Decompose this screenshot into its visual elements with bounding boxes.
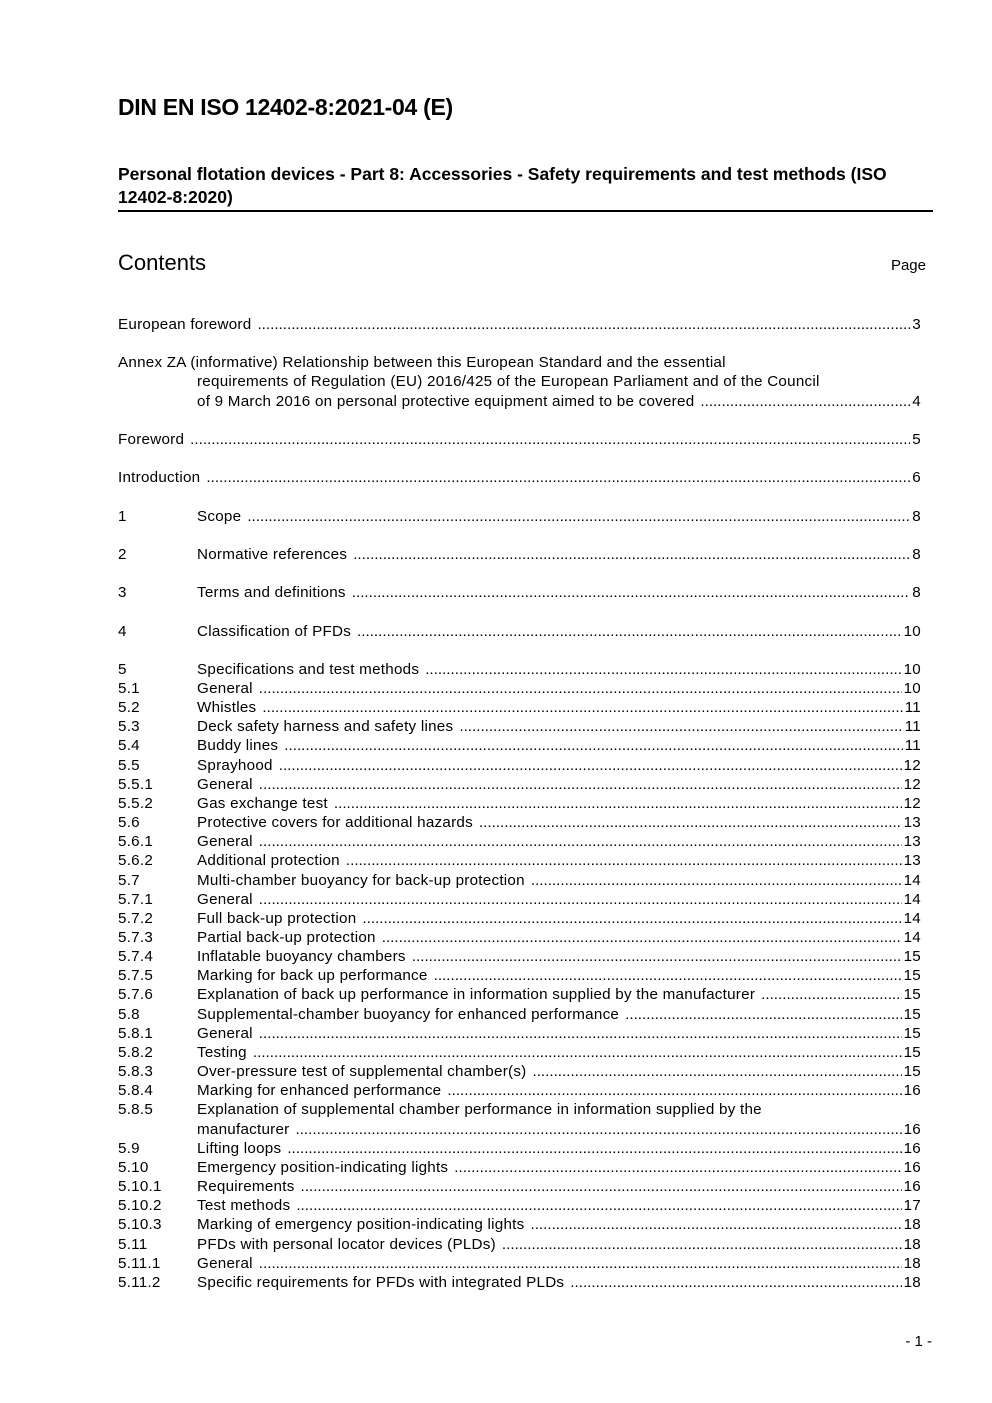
toc-entry-page: 13	[903, 814, 921, 832]
dot-leader	[761, 985, 901, 1004]
toc-entry[interactable]	[118, 430, 921, 449]
dot-leader	[296, 1196, 901, 1215]
dot-leader	[257, 315, 910, 334]
toc-entry-page: 16	[903, 1120, 921, 1138]
toc-entry-title: General	[197, 890, 253, 908]
contents-heading: Contents	[118, 250, 207, 275]
toc-entry[interactable]	[118, 545, 921, 564]
toc-entry-number: 5.2	[118, 699, 140, 717]
toc-line	[118, 794, 921, 813]
toc-entry-number: 5.3	[118, 718, 140, 736]
toc-entry-title: General	[197, 1024, 253, 1042]
toc-entry-title: Testing	[197, 1043, 247, 1061]
toc-entry[interactable]	[118, 1273, 921, 1292]
toc-entry[interactable]	[118, 660, 921, 679]
dot-leader	[625, 1005, 901, 1024]
toc-line	[118, 717, 921, 736]
toc-entry-title: PFDs with personal locator devices (PLDs)	[197, 1235, 496, 1253]
toc-line	[118, 1120, 921, 1139]
toc-spacer	[118, 487, 921, 506]
toc-entry-number: 5.7.4	[118, 948, 154, 966]
dot-leader	[459, 717, 902, 736]
toc-entry-title: European foreword	[118, 316, 252, 333]
toc-line	[118, 1100, 921, 1119]
toc-entry[interactable]	[118, 622, 921, 641]
toc-entry[interactable]	[118, 1081, 921, 1100]
toc-entry-title: Additional protection	[197, 852, 340, 870]
toc-entry[interactable]	[118, 698, 921, 717]
toc-line	[118, 1196, 921, 1215]
dot-leader	[425, 660, 901, 679]
toc-entry-title: Partial back-up protection	[197, 929, 376, 946]
toc-entry-page: 15	[903, 1063, 921, 1081]
dot-leader	[382, 928, 902, 947]
toc-entry-page: 15	[903, 986, 921, 1004]
dot-leader	[357, 622, 902, 641]
toc-entry-title: Lifting loops	[197, 1139, 282, 1157]
toc-entry-page: 18	[903, 1273, 921, 1291]
toc-entry-number: 5.10.2	[118, 1197, 162, 1215]
toc-entry-title: General	[197, 833, 253, 851]
toc-entry-title: General	[197, 775, 253, 793]
toc-entry-number: 5.7.3	[118, 929, 154, 946]
toc-entry-page: 16	[903, 1139, 921, 1157]
toc-entry[interactable]	[118, 871, 921, 890]
toc-entry-number: 5.6	[118, 814, 140, 832]
toc-line	[118, 1024, 921, 1043]
toc-spacer	[118, 602, 921, 621]
toc-line	[118, 1235, 921, 1254]
toc-entry-number: 2	[118, 545, 127, 563]
toc-entry-title: Marking for back up performance	[197, 967, 428, 985]
toc-entry[interactable]	[118, 1254, 921, 1273]
toc-entry-page: 16	[903, 1158, 921, 1176]
toc-line	[118, 392, 921, 411]
toc-entry-title: of 9 March 2016 on personal protective equipment aimed to be covered	[197, 392, 695, 410]
dot-leader	[479, 813, 902, 832]
toc-entry-page: 15	[903, 1024, 921, 1042]
toc-entry-page: 10	[903, 660, 921, 678]
toc-entry-title: manufacturer	[197, 1120, 290, 1138]
toc-line	[118, 851, 921, 870]
document-title: DIN EN ISO 12402-8:2021-04 (E)	[118, 94, 453, 120]
toc-entry-number: 5.7.5	[118, 967, 154, 985]
dot-leader	[530, 1215, 901, 1234]
toc-line	[118, 909, 921, 928]
toc-entry-title: Test methods	[197, 1197, 291, 1215]
toc-entry[interactable]	[118, 1215, 921, 1234]
toc-entry-number: 5.6.2	[118, 852, 154, 870]
toc-line	[118, 775, 921, 794]
toc-entry-number: 5.8.1	[118, 1024, 154, 1042]
toc-line	[118, 1081, 921, 1100]
toc-entry[interactable]	[118, 756, 921, 775]
toc-entry-number: 5.10.3	[118, 1216, 162, 1234]
toc-entry-page: 8	[912, 545, 921, 563]
toc-entry[interactable]	[118, 985, 921, 1004]
toc-line	[118, 660, 921, 679]
toc-entry-title: Explanation of supplemental chamber performance in information supplied by the	[197, 1101, 762, 1119]
toc-entry-number: 5.9	[118, 1139, 140, 1157]
toc-line	[118, 1043, 921, 1062]
toc-entry[interactable]	[118, 851, 921, 870]
title-rule	[118, 210, 933, 212]
toc-entry-title: Deck safety harness and safety lines	[197, 718, 454, 736]
toc-line	[118, 1005, 921, 1024]
toc-entry[interactable]	[118, 717, 921, 736]
toc-line	[118, 1062, 921, 1081]
toc-entry-title: Full back-up protection	[197, 909, 357, 927]
toc-entry-title: General	[197, 1254, 253, 1272]
toc-entry-title: Requirements	[197, 1178, 295, 1196]
dot-leader	[259, 1254, 902, 1273]
dot-leader	[334, 794, 902, 813]
table-of-contents	[118, 315, 921, 1292]
toc-line	[118, 947, 921, 966]
toc-entry-title: General	[197, 679, 253, 697]
toc-entry-title: Terms and definitions	[197, 584, 346, 602]
toc-entry[interactable]	[118, 813, 921, 832]
toc-spacer	[118, 449, 921, 468]
toc-entry-page: 18	[903, 1254, 921, 1272]
dot-leader	[284, 736, 902, 755]
toc-entry[interactable]	[118, 1196, 921, 1215]
dot-leader	[346, 851, 902, 870]
dot-leader	[253, 1043, 902, 1062]
toc-line	[118, 583, 921, 602]
dot-leader	[532, 1062, 901, 1081]
toc-entry-page: 6	[912, 469, 921, 487]
toc-line	[118, 928, 921, 947]
toc-entry[interactable]	[118, 1235, 921, 1254]
toc-spacer	[118, 526, 921, 545]
toc-entry[interactable]	[118, 583, 921, 602]
toc-entry[interactable]	[118, 1043, 921, 1062]
toc-entry-number: 5.4	[118, 737, 140, 755]
dot-leader	[412, 947, 902, 966]
toc-entry-number: 5.11.2	[118, 1273, 161, 1291]
toc-line	[118, 507, 921, 526]
toc-entry[interactable]	[118, 353, 921, 410]
toc-entry-title: Whistles	[197, 699, 257, 717]
toc-line	[118, 698, 921, 717]
toc-entry-title: Annex ZA (informative) Relationship between this European Standard and the essential	[118, 354, 726, 372]
toc-entry-page: 8	[912, 507, 921, 525]
toc-entry-number: 5.8.2	[118, 1043, 154, 1061]
toc-entry-page: 13	[903, 852, 921, 870]
toc-entry-title: Introduction	[118, 469, 201, 487]
toc-line	[118, 315, 921, 334]
toc-spacer	[118, 334, 921, 353]
toc-entry[interactable]	[118, 736, 921, 755]
toc-entry-title: Specific requirements for PFDs with integrated PLDs	[197, 1273, 565, 1291]
toc-entry-page: 18	[903, 1235, 921, 1253]
toc-entry-page: 11	[904, 718, 921, 736]
dot-leader	[447, 1081, 901, 1100]
toc-entry-number: 5.7.1	[118, 890, 154, 908]
toc-line	[118, 1215, 921, 1234]
toc-line	[118, 1139, 921, 1158]
toc-line	[118, 353, 921, 372]
dot-leader	[259, 890, 902, 909]
toc-entry-title: Explanation of back up performance in information supplied by the manufacturer	[197, 986, 756, 1004]
dot-leader	[247, 507, 910, 526]
toc-entry[interactable]	[118, 794, 921, 813]
toc-entry-number: 5.7.6	[118, 986, 154, 1004]
toc-entry-number: 5.1	[118, 679, 140, 697]
toc-line	[118, 430, 921, 449]
dot-leader	[279, 756, 902, 775]
toc-entry-page: 16	[903, 1082, 921, 1100]
toc-entry-number: 5.8.5	[118, 1101, 154, 1119]
toc-entry[interactable]	[118, 775, 921, 794]
toc-entry-title: Normative references	[197, 545, 348, 563]
toc-entry-page: 16	[903, 1178, 921, 1196]
dot-leader	[259, 1024, 902, 1043]
toc-entry-title: Over-pressure test of supplemental chamber(s)	[197, 1063, 527, 1081]
toc-entry-number: 5.8	[118, 1005, 140, 1023]
dot-leader	[259, 775, 902, 794]
toc-entry[interactable]	[118, 1062, 921, 1081]
toc-entry-page: 15	[903, 967, 921, 985]
toc-line	[118, 1177, 921, 1196]
toc-entry-title: Specifications and test methods	[197, 660, 420, 678]
toc-entry-page: 14	[903, 909, 921, 927]
dot-leader	[259, 679, 902, 698]
toc-entry-page: 3	[912, 316, 921, 333]
toc-line	[118, 813, 921, 832]
dot-leader	[259, 832, 902, 851]
toc-spacer	[118, 641, 921, 660]
dot-leader	[434, 966, 902, 985]
document-subtitle: Personal flotation devices - Part 8: Accessories - Safety requirements and test methods (ISO 12402-8:2020)	[118, 164, 887, 207]
dot-leader	[570, 1273, 901, 1292]
dot-leader	[190, 430, 910, 449]
toc-entry-title: Buddy lines	[197, 737, 279, 755]
toc-entry[interactable]	[118, 315, 921, 334]
toc-entry-number: 5.10	[118, 1158, 149, 1176]
toc-line	[118, 832, 921, 851]
toc-entry[interactable]	[118, 909, 921, 928]
dot-leader	[454, 1158, 901, 1177]
toc-entry-number: 5.5.1	[118, 775, 154, 793]
toc-entry-page: 12	[903, 756, 921, 774]
toc-entry[interactable]	[118, 966, 921, 985]
toc-entry[interactable]	[118, 468, 921, 487]
toc-entry-page: 10	[903, 622, 921, 640]
toc-line	[118, 736, 921, 755]
toc-line	[118, 1158, 921, 1177]
toc-entry-page: 17	[903, 1197, 921, 1215]
toc-entry-number: 5.7	[118, 871, 140, 889]
toc-entry[interactable]	[118, 832, 921, 851]
dot-leader	[502, 1235, 902, 1254]
toc-entry-number: 5.5	[118, 756, 140, 774]
dot-leader	[531, 871, 902, 890]
toc-entry[interactable]	[118, 1139, 921, 1158]
toc-entry-number: 5.11	[118, 1235, 148, 1253]
toc-entry[interactable]	[118, 928, 921, 947]
dot-leader	[262, 698, 902, 717]
toc-line	[118, 468, 921, 487]
toc-line	[118, 966, 921, 985]
toc-entry-page: 15	[903, 948, 921, 966]
toc-entry[interactable]	[118, 947, 921, 966]
dot-leader	[206, 468, 910, 487]
toc-entry-page: 14	[903, 929, 921, 946]
toc-spacer	[118, 411, 921, 430]
dot-leader	[301, 1177, 902, 1196]
toc-entry[interactable]	[118, 890, 921, 909]
toc-line	[118, 1254, 921, 1273]
toc-line	[118, 756, 921, 775]
page-column-heading: Page	[890, 257, 926, 274]
toc-entry[interactable]	[118, 1158, 921, 1177]
toc-entry-number: 4	[118, 622, 127, 640]
page-number: - 1 -	[905, 1333, 932, 1350]
toc-entry-number: 5.6.1	[118, 833, 154, 851]
dot-leader	[362, 909, 901, 928]
toc-entry-number: 5	[118, 660, 127, 678]
toc-spacer	[118, 564, 921, 583]
toc-entry[interactable]	[118, 507, 921, 526]
toc-line	[118, 679, 921, 698]
toc-entry-page: 14	[903, 890, 921, 908]
toc-line	[118, 871, 921, 890]
toc-entry-page: 15	[903, 1005, 921, 1023]
toc-entry-number: 1	[118, 507, 127, 525]
toc-entry-title: requirements of Regulation (EU) 2016/425 of the European Parliament and of the Council	[197, 373, 820, 391]
dot-leader	[352, 583, 911, 602]
toc-entry-page: 10	[903, 679, 921, 697]
toc-entry-title: Scope	[197, 507, 242, 525]
dot-leader	[353, 545, 910, 564]
toc-entry-title: Multi-chamber buoyancy for back-up protection	[197, 871, 525, 889]
toc-entry-title: Foreword	[118, 430, 185, 448]
toc-entry-page: 13	[903, 833, 921, 851]
toc-entry[interactable]	[118, 1100, 921, 1138]
toc-entry-page: 11	[904, 737, 921, 755]
toc-entry[interactable]	[118, 1024, 921, 1043]
toc-entry-title: Sprayhood	[197, 756, 273, 774]
toc-entry-page: 12	[903, 775, 921, 793]
toc-entry-page: 4	[912, 392, 921, 410]
toc-entry-page: 14	[903, 871, 921, 889]
toc-entry-page: 12	[903, 794, 921, 812]
toc-entry[interactable]	[118, 1177, 921, 1196]
toc-entry-title: Inflatable buoyancy chambers	[197, 948, 406, 966]
toc-entry-number: 5.11.1	[118, 1254, 161, 1272]
toc-entry[interactable]	[118, 679, 921, 698]
toc-entry-page: 18	[903, 1216, 921, 1234]
toc-line	[118, 1273, 921, 1292]
toc-entry-title: Marking for enhanced performance	[197, 1082, 442, 1100]
toc-entry-page: 8	[912, 584, 921, 602]
toc-entry-page: 15	[903, 1043, 921, 1061]
toc-entry[interactable]	[118, 1005, 921, 1024]
toc-line	[118, 372, 921, 391]
dot-leader	[295, 1120, 901, 1139]
toc-line	[118, 985, 921, 1004]
toc-entry-number: 5.8.4	[118, 1082, 154, 1100]
toc-entry-title: Marking of emergency position-indicating lights	[197, 1216, 525, 1234]
toc-entry-page: 11	[904, 699, 921, 717]
toc-entry-title: Supplemental-chamber buoyancy for enhanced performance	[197, 1005, 620, 1023]
toc-entry-number: 5.8.3	[118, 1063, 154, 1081]
toc-line	[118, 545, 921, 564]
toc-entry-page: 5	[912, 430, 921, 448]
toc-entry-number: 3	[118, 584, 127, 602]
dot-leader	[287, 1139, 901, 1158]
toc-entry-title: Emergency position-indicating lights	[197, 1158, 449, 1176]
toc-entry-number: 5.7.2	[118, 909, 154, 927]
toc-line	[118, 622, 921, 641]
toc-entry-number: 5.10.1	[118, 1178, 162, 1196]
toc-entry-title: Protective covers for additional hazards	[197, 814, 473, 832]
toc-entry-title: Classification of PFDs	[197, 622, 352, 640]
toc-line	[118, 890, 921, 909]
toc-entry-number: 5.5.2	[118, 794, 154, 812]
dot-leader	[700, 392, 910, 411]
toc-entry-title: Gas exchange test	[197, 794, 328, 812]
